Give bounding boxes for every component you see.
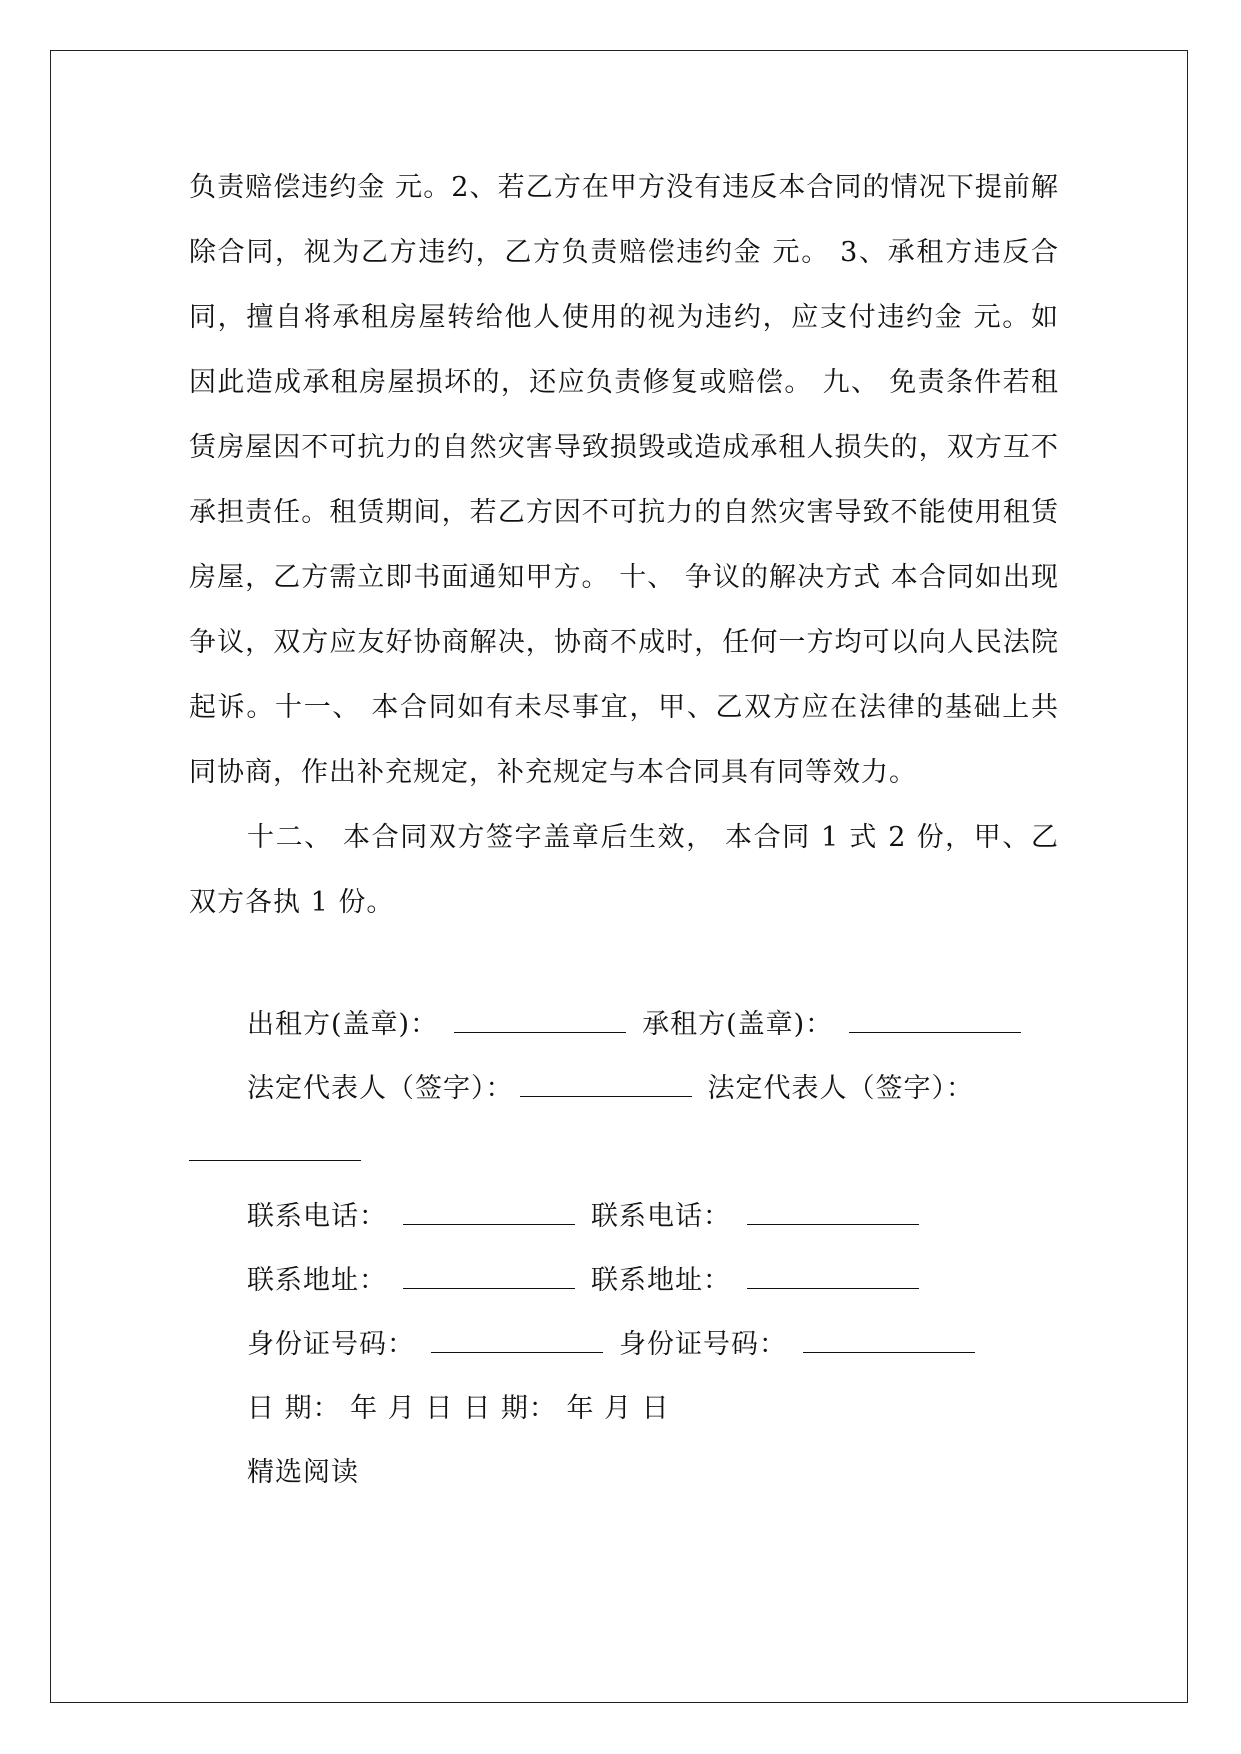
phone-blank-b[interactable] — [747, 1204, 919, 1225]
legal-rep-label-b: 法定代表人（签字）： — [707, 1073, 974, 1104]
id-blank-b[interactable] — [803, 1332, 975, 1353]
legal-rep-blank-a[interactable] — [520, 1076, 692, 1097]
date-label-a: 日 期： 年 月 日 — [247, 1393, 454, 1424]
id-label-a: 身份证号码： — [247, 1329, 415, 1360]
address-blank-b[interactable] — [747, 1268, 919, 1289]
phone-blank-a[interactable] — [403, 1204, 575, 1225]
address-blank-a[interactable] — [403, 1268, 575, 1289]
effectiveness-paragraph: 十二、 本合同双方签字盖章后生效， 本合同 1 式 2 份，甲、乙双方各执 1 份。 — [189, 822, 1059, 918]
featured-reading-heading — [189, 1441, 1059, 1505]
featured-reading-label[interactable]: 精选阅读 — [247, 1457, 359, 1488]
id-blank-a[interactable] — [431, 1332, 603, 1353]
lessor-seal-label: 出租方(盖章)： — [247, 1009, 439, 1040]
phone-label-b: 联系电话： — [591, 1201, 731, 1232]
id-label-b: 身份证号码： — [619, 1329, 787, 1360]
address-line — [189, 1249, 1059, 1313]
seal-line — [189, 993, 1059, 1057]
legal-rep-continuation-line — [189, 1121, 1059, 1185]
address-label-a: 联系地址： — [247, 1265, 387, 1296]
lessee-seal-blank[interactable] — [849, 1012, 1021, 1033]
phone-label-a: 联系电话： — [247, 1201, 387, 1232]
legal-rep-label-a: 法定代表人（签字）： — [247, 1073, 514, 1104]
lessee-seal-label: 承租方(盖章)： — [642, 1009, 834, 1040]
phone-line — [189, 1185, 1059, 1249]
date-label-b: 日 期： 年 月 日 — [463, 1393, 670, 1424]
date-line — [189, 1377, 1059, 1441]
address-label-b: 联系地址： — [591, 1265, 731, 1296]
legal-rep-blank-b[interactable] — [189, 1140, 361, 1161]
contract-clauses-paragraph: 负责赔偿违约金 元。2、若乙方在甲方没有违反本合同的情况下提前解除合同，视为乙方违约，乙方负责赔偿违约金 元。 3、承租方违反合同，擅自将承租房屋转给他人使用的视为违约，应支付违约金 元。如因此造成承租房屋损坏的，还应负责修复或赔偿。 九、 免责条件若租赁房屋因不可抗力的自然灾害导致损毁或造成承租人损失的，双方互不承担责任。租赁期间，若乙方因不可抗力的自然灾害导致不能使用租赁房屋，乙方需立即书面通知甲方。 十、 争议的解决方式 本合同如出现争议，双方应友好协商解决，协商不成时，任何一方均可以向人民法院起诉。十一、 本合同如有未尽事宜，甲、乙双方应在法律的基础上共同协商，作出补充规定，补充规定与本合同具有同等效力。 — [189, 172, 1059, 788]
document-body — [189, 155, 1059, 1505]
legal-rep-line — [189, 1057, 1059, 1121]
lessor-seal-blank[interactable] — [454, 1012, 626, 1033]
id-number-line — [189, 1313, 1059, 1377]
signature-block — [189, 993, 1059, 1505]
